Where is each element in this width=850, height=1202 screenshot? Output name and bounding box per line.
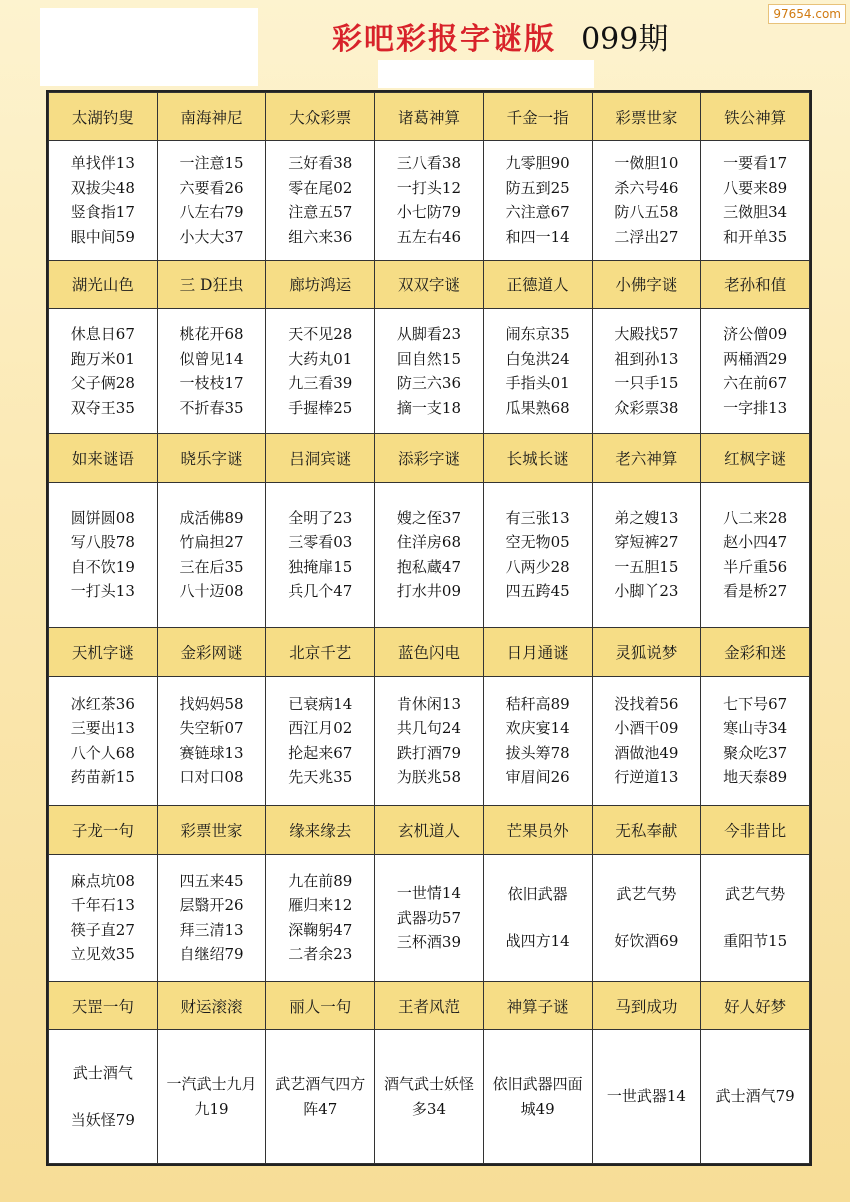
riddle-line: 七下号67 xyxy=(723,694,788,713)
riddle-line: 赵小四47 xyxy=(723,533,788,552)
riddle-cell xyxy=(375,482,484,628)
header-row xyxy=(49,434,810,482)
riddle-line: 八左右79 xyxy=(179,203,244,222)
column-header: 老孙和值 xyxy=(701,260,810,308)
riddle-line: 杀六号46 xyxy=(614,178,679,197)
riddle-line: 从脚看23 xyxy=(396,325,461,343)
column-header: 三 D狂虫 xyxy=(157,260,266,308)
column-header: 马到成功 xyxy=(592,981,701,1029)
riddle-cell xyxy=(266,676,375,806)
riddle-line: 一枝枝17 xyxy=(179,374,244,392)
riddle-line: 不折春35 xyxy=(179,398,244,417)
riddle-line: 一五胆15 xyxy=(614,557,679,576)
column-header: 大众彩票 xyxy=(266,93,375,141)
riddle-line: 九在前89 xyxy=(288,871,353,890)
riddle-cell xyxy=(266,482,375,628)
riddle-line: 跑万米01 xyxy=(70,349,135,368)
riddle-line: 武士酒气 xyxy=(72,1064,133,1083)
riddle-line: 地天泰89 xyxy=(723,768,788,787)
column-header: 廊坊鸿运 xyxy=(266,260,375,308)
column-header: 今非昔比 xyxy=(701,806,810,854)
riddle-line: 阵47 xyxy=(303,1099,338,1118)
column-header: 神算子谜 xyxy=(483,981,592,1029)
riddle-line: 药苗新15 xyxy=(70,768,135,787)
riddle-line: 父子俩28 xyxy=(70,374,135,392)
riddle-cell xyxy=(592,141,701,260)
riddle-row xyxy=(49,482,810,628)
line-spacer xyxy=(488,907,588,929)
column-header: 北京千艺 xyxy=(266,628,375,676)
riddle-cell xyxy=(266,308,375,433)
riddle-cell xyxy=(483,676,592,806)
riddle-line: 打水井09 xyxy=(396,582,461,601)
column-header: 湖光山色 xyxy=(49,260,158,308)
riddle-line: 一打头12 xyxy=(396,178,461,197)
riddle-line: 武艺气势 xyxy=(616,885,677,904)
riddle-cell xyxy=(266,854,375,981)
riddle-row xyxy=(49,1030,810,1164)
riddle-row xyxy=(49,308,810,433)
riddle-line: 休息日67 xyxy=(70,325,135,343)
riddle-line: 行逆道13 xyxy=(614,768,679,787)
riddle-line: 小酒干09 xyxy=(614,719,679,738)
column-header: 千金一指 xyxy=(483,93,592,141)
column-header: 金彩网谜 xyxy=(157,628,266,676)
riddle-cell xyxy=(592,676,701,806)
riddle-cell xyxy=(592,308,701,433)
riddle-line: 小七防79 xyxy=(396,203,461,222)
riddle-cell xyxy=(266,141,375,260)
riddle-line: 闹东京35 xyxy=(505,325,570,343)
riddle-line: 酒做池49 xyxy=(614,743,679,762)
riddle-cell xyxy=(157,676,266,806)
riddle-line: 三杯酒39 xyxy=(396,933,461,951)
riddle-line: 寒山寺34 xyxy=(723,719,788,738)
riddle-line: 一汽武士九月 xyxy=(166,1075,257,1094)
riddle-line: 依旧武器四面 xyxy=(492,1075,583,1094)
blank-white-panel-left xyxy=(40,8,258,86)
site-watermark: 97654.com xyxy=(768,4,846,24)
riddle-cell xyxy=(157,141,266,260)
riddle-line: 层翳开26 xyxy=(179,896,244,915)
riddle-cell xyxy=(375,141,484,260)
column-header: 小佛字谜 xyxy=(592,260,701,308)
riddle-cell xyxy=(483,854,592,981)
riddle-line: 九零胆90 xyxy=(505,154,570,173)
riddle-line: 有三张13 xyxy=(505,508,570,527)
column-header: 玄机道人 xyxy=(375,806,484,854)
riddle-cell xyxy=(49,1030,158,1164)
riddle-cell xyxy=(49,308,158,433)
header-row xyxy=(49,981,810,1029)
riddle-line: 大殿找57 xyxy=(614,325,679,343)
riddle-row xyxy=(49,676,810,806)
column-header: 天罡一句 xyxy=(49,981,158,1029)
riddle-line: 西江月02 xyxy=(288,719,353,738)
riddle-line: 一注意15 xyxy=(179,154,244,173)
riddle-line: 圆饼圆08 xyxy=(70,508,135,527)
riddle-line: 弟之嫂13 xyxy=(614,508,679,527)
riddle-line: 冰红茶36 xyxy=(70,694,135,713)
riddle-line: 三好看38 xyxy=(288,154,353,173)
riddle-line: 自不饮19 xyxy=(70,557,135,576)
riddle-line: 筷子直27 xyxy=(70,920,135,939)
riddle-cell xyxy=(701,141,810,260)
riddle-line: 小大大37 xyxy=(179,227,244,246)
riddle-line: 聚众吃37 xyxy=(723,743,788,762)
riddle-line: 拜三清13 xyxy=(179,920,244,939)
riddle-line: 穿短裤27 xyxy=(614,533,679,552)
riddle-cell xyxy=(49,854,158,981)
line-spacer xyxy=(705,907,805,929)
riddle-line: 审眉间26 xyxy=(505,768,570,787)
riddle-line: 两桶酒29 xyxy=(723,349,788,368)
riddle-line: 众彩票38 xyxy=(614,398,679,417)
riddle-cell xyxy=(701,482,810,628)
riddle-line: 当妖怪79 xyxy=(70,1110,135,1129)
riddle-line: 欢庆宴14 xyxy=(505,719,570,738)
riddle-cell xyxy=(266,1030,375,1164)
riddle-cell xyxy=(157,1030,266,1164)
riddle-line: 一要看17 xyxy=(723,154,788,173)
riddle-line: 独掩扉15 xyxy=(288,557,353,576)
riddle-line: 共几句24 xyxy=(396,719,461,738)
riddle-line: 先天兆35 xyxy=(288,768,353,787)
riddle-line: 组六来36 xyxy=(288,227,353,246)
riddle-cell xyxy=(483,1030,592,1164)
riddle-line: 防五到25 xyxy=(505,178,570,197)
riddle-line: 小脚丫23 xyxy=(614,582,679,601)
riddle-cell xyxy=(375,676,484,806)
column-header: 彩票世家 xyxy=(157,806,266,854)
column-header: 子龙一句 xyxy=(49,806,158,854)
riddle-line: 成活佛89 xyxy=(179,508,244,527)
riddle-line: 防三六36 xyxy=(396,374,461,392)
blank-white-panel-center xyxy=(378,60,594,88)
riddle-line: 重阳节15 xyxy=(723,931,788,950)
riddle-line: 祖到孙13 xyxy=(614,349,679,368)
riddle-line: 手握棒25 xyxy=(288,398,353,417)
riddle-line: 找妈妈58 xyxy=(179,694,244,713)
column-header: 丽人一句 xyxy=(266,981,375,1029)
riddle-line: 深鞠躬47 xyxy=(288,920,353,939)
riddle-line: 口对口08 xyxy=(179,768,244,787)
riddle-line: 和开单35 xyxy=(723,227,788,246)
riddle-line: 雁归来12 xyxy=(288,896,353,915)
riddle-line: 一打头13 xyxy=(70,582,135,601)
riddle-line: 注意五57 xyxy=(288,203,353,222)
riddle-line: 双夺王35 xyxy=(70,398,135,417)
riddle-cell xyxy=(49,141,158,260)
riddle-line: 兵几个47 xyxy=(288,582,353,601)
riddle-line: 武艺气势 xyxy=(725,885,786,904)
riddle-line: 六要看26 xyxy=(179,178,244,197)
column-header: 财运滚滚 xyxy=(157,981,266,1029)
column-header: 无私奉献 xyxy=(592,806,701,854)
column-header: 彩票世家 xyxy=(592,93,701,141)
header-row xyxy=(49,806,810,854)
riddle-line: 防八五58 xyxy=(614,203,679,222)
header-row xyxy=(49,628,810,676)
line-spacer xyxy=(597,907,697,929)
riddle-line: 二浮出27 xyxy=(614,227,679,246)
riddle-line: 竖食指17 xyxy=(70,203,135,222)
column-header: 晓乐字谜 xyxy=(157,434,266,482)
riddle-board xyxy=(46,90,812,1166)
riddle-line: 六在前67 xyxy=(723,374,788,392)
column-header: 长城长谜 xyxy=(483,434,592,482)
riddle-line: 四五跨45 xyxy=(505,582,570,601)
riddle-cell xyxy=(375,308,484,433)
riddle-line: 天不见28 xyxy=(288,325,353,343)
column-header: 双双字谜 xyxy=(375,260,484,308)
riddle-cell xyxy=(483,308,592,433)
riddle-line: 麻点坑08 xyxy=(70,871,135,890)
riddle-line: 三零看03 xyxy=(288,533,353,552)
riddle-line: 赛链球13 xyxy=(179,743,244,762)
riddle-line: 肯休闲13 xyxy=(396,694,461,713)
riddle-line: 拔头筹78 xyxy=(505,743,570,762)
riddle-line: 抱私蔵47 xyxy=(396,557,461,576)
riddle-line: 看是桥27 xyxy=(723,582,788,601)
riddle-line: 战四方14 xyxy=(505,931,570,950)
riddle-cell xyxy=(701,854,810,981)
column-header: 添彩字谜 xyxy=(375,434,484,482)
riddle-cell xyxy=(375,1030,484,1164)
riddle-line: 眼中间59 xyxy=(70,227,135,246)
riddle-line: 住洋房68 xyxy=(396,533,461,552)
riddle-line: 空无物05 xyxy=(505,533,570,552)
riddle-line: 九三看39 xyxy=(288,374,353,392)
column-header: 金彩和迷 xyxy=(701,628,810,676)
riddle-line: 武士酒气79 xyxy=(715,1087,795,1106)
riddle-line: 一字排13 xyxy=(723,398,788,417)
riddle-line: 失空斩07 xyxy=(179,719,244,738)
riddle-row xyxy=(49,141,810,260)
riddle-line: 半斤重56 xyxy=(723,557,788,576)
riddle-line: 八要来89 xyxy=(723,178,788,197)
column-header: 王者风范 xyxy=(375,981,484,1029)
riddle-line: 五左右46 xyxy=(396,227,461,246)
riddle-cell xyxy=(157,308,266,433)
column-header: 灵狐说梦 xyxy=(592,628,701,676)
riddle-cell xyxy=(49,676,158,806)
riddle-line: 一世武器14 xyxy=(606,1087,686,1106)
riddle-line: 多34 xyxy=(411,1099,446,1118)
riddle-line: 八个人68 xyxy=(70,743,135,762)
riddle-line: 跌打酒79 xyxy=(396,743,461,762)
riddle-line: 大药丸01 xyxy=(288,349,353,368)
riddle-line: 桃花开68 xyxy=(179,325,244,343)
column-header: 缘来缘去 xyxy=(266,806,375,854)
column-header: 吕洞宾谜 xyxy=(266,434,375,482)
riddle-cell xyxy=(49,482,158,628)
riddle-line: 单找伴13 xyxy=(70,154,135,173)
riddle-cell xyxy=(592,1030,701,1164)
riddle-cell xyxy=(157,482,266,628)
column-header: 天机字谜 xyxy=(49,628,158,676)
riddle-line: 四五来45 xyxy=(179,871,244,890)
riddle-line: 二者余23 xyxy=(288,945,353,964)
page-title: 彩吧彩报字谜版 xyxy=(332,22,556,57)
riddle-line: 竹扁担27 xyxy=(179,533,244,552)
riddle-line: 三傚胆34 xyxy=(723,203,788,222)
riddle-cell xyxy=(592,482,701,628)
riddle-line: 三在后35 xyxy=(179,557,244,576)
column-header: 红枫字谜 xyxy=(701,434,810,482)
riddle-table xyxy=(48,92,810,1164)
riddle-cell xyxy=(157,854,266,981)
riddle-line: 六注意67 xyxy=(505,203,570,222)
riddle-line: 武器功57 xyxy=(396,908,461,927)
riddle-line: 已衰病14 xyxy=(288,694,353,713)
column-header: 铁公神算 xyxy=(701,93,810,141)
riddle-line: 回自然15 xyxy=(396,349,461,368)
riddle-line: 一傚胆10 xyxy=(614,154,679,173)
column-header: 诸葛神算 xyxy=(375,93,484,141)
riddle-cell xyxy=(483,141,592,260)
riddle-line: 手指头01 xyxy=(505,374,570,392)
riddle-line: 似曾见14 xyxy=(179,349,244,368)
riddle-line: 白兔洪24 xyxy=(505,349,570,368)
riddle-line: 立见效35 xyxy=(70,945,135,964)
riddle-cell xyxy=(483,482,592,628)
riddle-line: 千年石13 xyxy=(70,896,135,915)
riddle-cell xyxy=(701,676,810,806)
header-row xyxy=(49,260,810,308)
riddle-line: 全明了23 xyxy=(288,508,353,527)
riddle-line: 一世情14 xyxy=(396,884,461,902)
riddle-cell xyxy=(701,308,810,433)
riddle-line: 八十迈08 xyxy=(179,582,244,601)
column-header: 芒果员外 xyxy=(483,806,592,854)
riddle-line: 好饮酒69 xyxy=(614,931,679,950)
riddle-line: 瓜果熟68 xyxy=(505,398,570,417)
column-header: 老六神算 xyxy=(592,434,701,482)
line-spacer xyxy=(53,1086,153,1108)
column-header: 如来谜语 xyxy=(49,434,158,482)
riddle-line: 武艺酒气四方 xyxy=(275,1075,366,1094)
riddle-line: 和四一14 xyxy=(505,227,570,246)
riddle-line: 没找着56 xyxy=(614,694,679,713)
riddle-line: 秸秆高89 xyxy=(505,694,570,713)
riddle-line: 零在尾02 xyxy=(288,178,353,197)
column-header: 好人好梦 xyxy=(701,981,810,1029)
riddle-line: 自继绍79 xyxy=(179,945,244,964)
riddle-line: 三八看38 xyxy=(396,154,461,173)
riddle-row xyxy=(49,854,810,981)
column-header: 正德道人 xyxy=(483,260,592,308)
riddle-line: 九19 xyxy=(194,1099,229,1118)
riddle-line: 八二来28 xyxy=(723,508,788,527)
column-header: 日月通谜 xyxy=(483,628,592,676)
riddle-line: 一只手15 xyxy=(614,374,679,392)
riddle-line: 摘一支18 xyxy=(396,398,461,417)
riddle-line: 嫂之侄37 xyxy=(396,508,461,527)
riddle-line: 八两少28 xyxy=(505,557,570,576)
riddle-cell xyxy=(701,1030,810,1164)
riddle-line: 城49 xyxy=(520,1099,555,1118)
riddle-line: 写八股78 xyxy=(70,533,135,552)
riddle-line: 三要出13 xyxy=(70,719,135,738)
riddle-line: 为朕兆58 xyxy=(396,768,461,787)
riddle-line: 抡起来67 xyxy=(288,743,353,762)
column-header: 蓝色闪电 xyxy=(375,628,484,676)
riddle-line: 双拔尖48 xyxy=(70,178,135,197)
header-row xyxy=(49,93,810,141)
riddle-line: 济公僧09 xyxy=(723,325,788,343)
riddle-cell xyxy=(592,854,701,981)
riddle-line: 依旧武器 xyxy=(507,885,568,904)
column-header: 太湖钓叟 xyxy=(49,93,158,141)
riddle-line: 酒气武士妖怪 xyxy=(383,1075,474,1094)
column-header: 南海神尼 xyxy=(157,93,266,141)
header xyxy=(332,14,668,58)
riddle-cell xyxy=(375,854,484,981)
issue-number: 099期 xyxy=(581,22,669,57)
